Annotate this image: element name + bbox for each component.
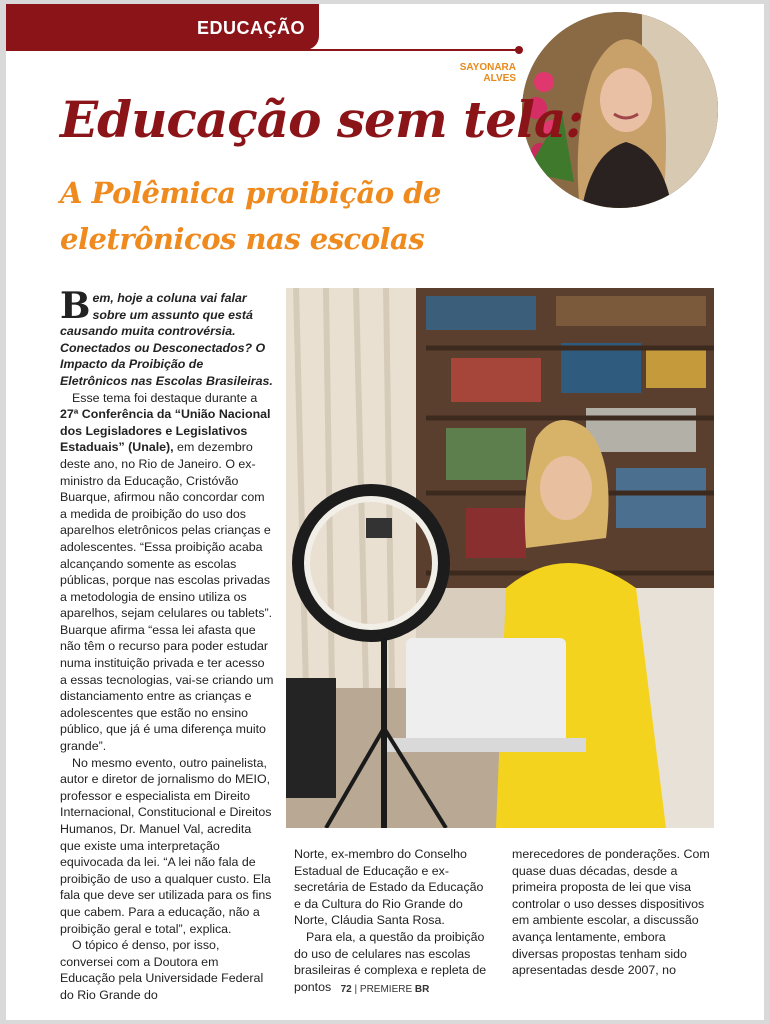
paragraph-1-rest: em dezembro deste ano, no Rio de Janeiro. O ex-ministro da Educação, Cristóvão Buarque, afirmou não concordar com a medida de proibição do uso dos aparelhos eletrônicos pelas crianças e adolescentes. “Essa proibição acaba alcançando somente as escolas públicas, porque nas escolas privadas a metodologia de ensino utiliza os aparelhos, sejam celulares ou tablets”. Buarque afirma “essa lei afasta que não têm o recurso para poder estudar numa instituição privada e ter acesso a essas tecnologias, vai-se criando um distanciamento entre as crianças e adolescentes que estão no ensino público, que já é uma diferença muito grande”. xyxy=(60,440,274,754)
section-tab xyxy=(6,4,319,50)
page-number: 72 xyxy=(340,984,352,995)
paragraph-2: No mesmo evento, outro painelista, autor e diretor de jornalismo do MEIO, professor e especialista em Direito Internacional, Constitucional e Direitos Humanos, Dr. Manuel Val, acredita que existe uma interpretação equivocada da lei. “A lei não fala de proibição de uso a qualquer custo. Ela fala que deve ser utilizada para os fins que cabem. Para a educação, não a proibição geral e total”, explica. xyxy=(60,755,272,936)
header-rule xyxy=(6,49,518,51)
author-name: SAYONARA ALVES xyxy=(459,62,516,84)
paragraph-1-start: Esse tema foi destaque durante a xyxy=(72,390,258,405)
lead-text: em, hoje a coluna vai falar sobre um assunto que está causando muita controvérsia. Conectados ou Desconectados? O Impacto da Proibição de Eletrônicos nas Escolas Brasileiras. xyxy=(60,291,273,388)
paragraph-1 xyxy=(60,390,274,755)
section-label: EDUCAÇÃO xyxy=(196,18,305,38)
article-photo xyxy=(286,288,714,828)
conference-name: 27ª Conferência da “União Nacional dos Legisladores e Legislativos Estaduais” (Unale), xyxy=(60,407,271,455)
article-subtitle: A Polêmica proibição de eletrônicos nas escolas xyxy=(60,176,442,256)
text-column-1 xyxy=(60,285,274,1004)
magazine-edition: BR xyxy=(414,984,430,995)
page-footer xyxy=(6,984,764,995)
text-column-2 xyxy=(294,846,490,995)
text-column-3 xyxy=(512,846,714,979)
paragraph-3: O tópico é denso, por isso, conversei com a Doutora em Educação pela Universidade Federal do Rio Grande do xyxy=(60,938,264,1002)
magazine-name: PREMIERE xyxy=(359,984,413,995)
footer-separator: | xyxy=(354,984,358,995)
col2-paragraph-1: Norte, ex-membro do Conselho Estadual de Educação e ex-secretária de Estado da Educação e da Cultura do Rio Grande do Norte, Cláudia Santa Rosa. xyxy=(294,847,484,928)
photo-woman-laptop xyxy=(286,288,714,828)
lead-paragraph xyxy=(60,285,274,390)
col2-paragraph-2: Para ela, a questão da proibição do uso de celulares nas escolas brasileiras é complexa e repleta de pontos xyxy=(294,929,487,994)
header-rule-dot xyxy=(515,46,523,54)
drop-cap: B xyxy=(60,285,91,327)
magazine-page xyxy=(6,4,764,1020)
article-title: Educação sem tela: xyxy=(60,90,583,149)
col3-paragraph-1: merecedores de ponderações. Com quase duas décadas, desde a primeira proposta de lei que visa controlar o uso desses dispositivos em ambiente escolar, a discussão avança lentamente, embora diversas propostas tenham sido apresentadas desde 2007, no xyxy=(512,847,710,978)
